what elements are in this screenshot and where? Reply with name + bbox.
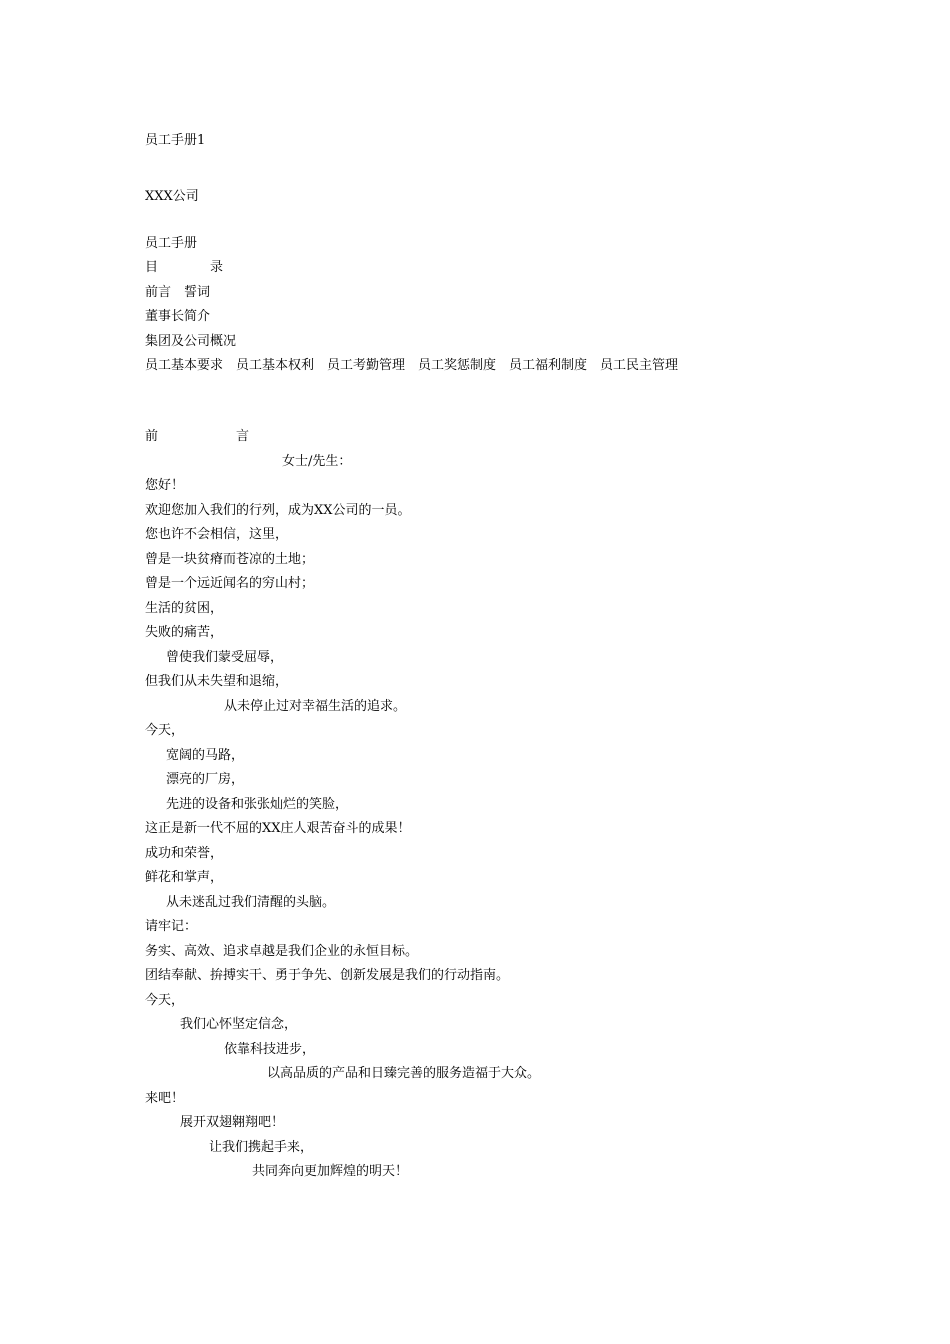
preface-line: 失败的痛苦， [145, 625, 224, 640]
preface-line: 宽阔的马路， [166, 748, 245, 763]
preface-line: 团结奉献、拚搏实干、勇于争先、创新发展是我们的行动指南。 [145, 968, 510, 983]
preface-line: 请牢记： [145, 919, 198, 934]
document-title: 员工手册1 [145, 133, 206, 148]
preface-line: 您也许不会相信，这里， [145, 527, 289, 542]
preface-line: 但我们从未失望和退缩， [145, 674, 289, 689]
preface-line: 生活的贫困， [145, 601, 224, 616]
toc-row: 前言 誓词 [145, 285, 211, 300]
preface-line: 鲜花和掌声， [145, 870, 224, 885]
preface-line: 这正是新一代不屈的XX庄人艰苦奋斗的成果！ [145, 821, 411, 836]
preface-line: 您好！ [145, 478, 185, 493]
preface-line: 欢迎您加入我们的行列，成为XX公司的一员。 [145, 503, 411, 518]
toc-row: 董事长简介 [145, 309, 211, 324]
preface-line: 务实、高效、追求卓越是我们企业的永恒目标。 [145, 944, 419, 959]
preface-line: 曾是一块贫瘠而苍凉的土地； [145, 552, 315, 567]
preface-line: 从未迷乱过我们清醒的头脑。 [166, 895, 336, 910]
preface-line: 共同奔向更加辉煌的明天！ [252, 1164, 409, 1179]
company-name: XXX公司 [145, 189, 199, 204]
preface-line: 以高品质的产品和日臻完善的服务造福于大众。 [267, 1066, 541, 1081]
preface-line: 曾使我们蒙受屈辱， [166, 650, 284, 665]
toc-title: 员工手册 [145, 236, 198, 251]
preface-line: 漂亮的厂房， [166, 772, 245, 787]
preface-line: 今天， [145, 723, 185, 738]
preface-line: 让我们携起手来， [209, 1140, 314, 1155]
preface-heading: 前 言 [145, 429, 250, 444]
preface-line: 依靠科技进步， [224, 1042, 316, 1057]
preface-line: 从未停止过对幸福生活的追求。 [224, 699, 407, 714]
preface-line: 先进的设备和张张灿烂的笑脸， [166, 797, 349, 812]
preface-line: 来吧！ [145, 1091, 185, 1106]
toc-heading: 目 录 [145, 260, 224, 275]
salutation: 女士/先生： [282, 454, 352, 469]
preface-line: 今天， [145, 993, 185, 1008]
preface-line: 成功和荣誉， [145, 846, 224, 861]
toc-row: 员工基本要求 员工基本权利 员工考勤管理 员工奖惩制度 员工福利制度 员工民主管理 [145, 358, 679, 373]
preface-line: 我们心怀坚定信念， [180, 1017, 298, 1032]
preface-line: 曾是一个远近闻名的穷山村； [145, 576, 315, 591]
toc-row: 集团及公司概况 [145, 334, 237, 349]
preface-line: 展开双翅翱翔吧！ [180, 1115, 285, 1130]
